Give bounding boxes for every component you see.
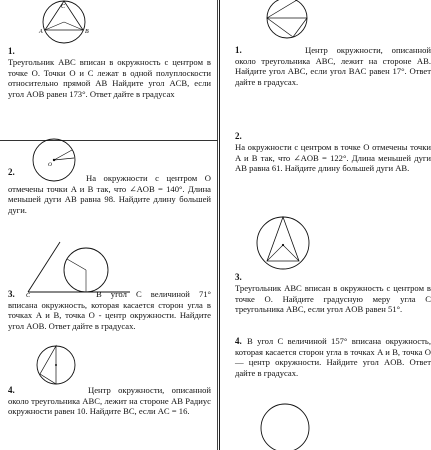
column-divider <box>217 0 218 450</box>
problem-number: 4. <box>8 385 15 395</box>
problem-text: В угол C величиной 157° вписана окружность, которая касается сторон угла в точках A и B, точка O — центр окружности. Найдите угол AOB. Ответ дайте в градусах. <box>235 336 431 378</box>
problem-text: Центр окружности, описанной около треугольника ABC, лежит на стороне AB. Найдите угол ABC, если угол BAC равен 17°. Ответ дайте в градусах. <box>235 45 431 87</box>
figure-label-b: B <box>85 29 89 35</box>
problem-number: 3. <box>8 289 15 299</box>
problem-text: На окружности с центром в точке O отмечены точки A и B так, что ∠AOB = 122°. Длина меньшей дуги AB равна 61. Найдите длину большей дуги AB. <box>235 142 431 174</box>
figure-label-a: A <box>39 29 43 35</box>
right-column <box>219 0 431 450</box>
problem-number: 2. <box>235 131 242 141</box>
problem-number: 2. <box>8 167 15 177</box>
figure-label-o: O <box>48 162 52 168</box>
figure-label-c: C <box>61 4 66 10</box>
problem-text: На окружности с центром O отмечены точки A и B так, что ∠AOB = 140°. Длина меньшей дуги AB равна 98. Найдите длину большей дуги. <box>8 173 211 215</box>
figure-inscribed-triangle <box>34 0 94 46</box>
figure-angle-circle-partial <box>255 398 315 450</box>
problem-text: Центр окружности, описанной около треугольника ABC, лежит на стороне AB Радиус окружности равен 10. Найдите BC, если AC = 16. <box>8 385 211 417</box>
problem-number: 1. <box>235 45 242 55</box>
figure-inscribed-triangle-center <box>255 215 311 271</box>
problem-number: 4. <box>235 336 242 346</box>
problem-number: 1. <box>8 46 15 56</box>
figure-diameter-triangle <box>257 0 317 40</box>
figure-right-triangle-circle <box>32 344 80 386</box>
problem-number: 3. <box>235 272 242 282</box>
problem-text: Треугольник ABC вписан в окружность с центром в точке O. Точки O и C лежат в одной полуплоскости относительно прямой AB Найдите угол ACB, если угол AOB равен 173°. Ответ дайте в градусах <box>8 57 211 99</box>
problem-text: В угол C величиной 71° вписана окружность, которая касается сторон угла в точках A и B, точка O - центр окружности. Найдите угол AOB. Ответ дайте в градусах. <box>8 289 211 331</box>
figure-label-c: C <box>26 293 31 299</box>
problem-text: Треугольник ABC вписан в окружность с центром в точке O. Найдите градусную меру угла C треугольника ABC, если угол AOB равен 51°. <box>235 283 431 315</box>
